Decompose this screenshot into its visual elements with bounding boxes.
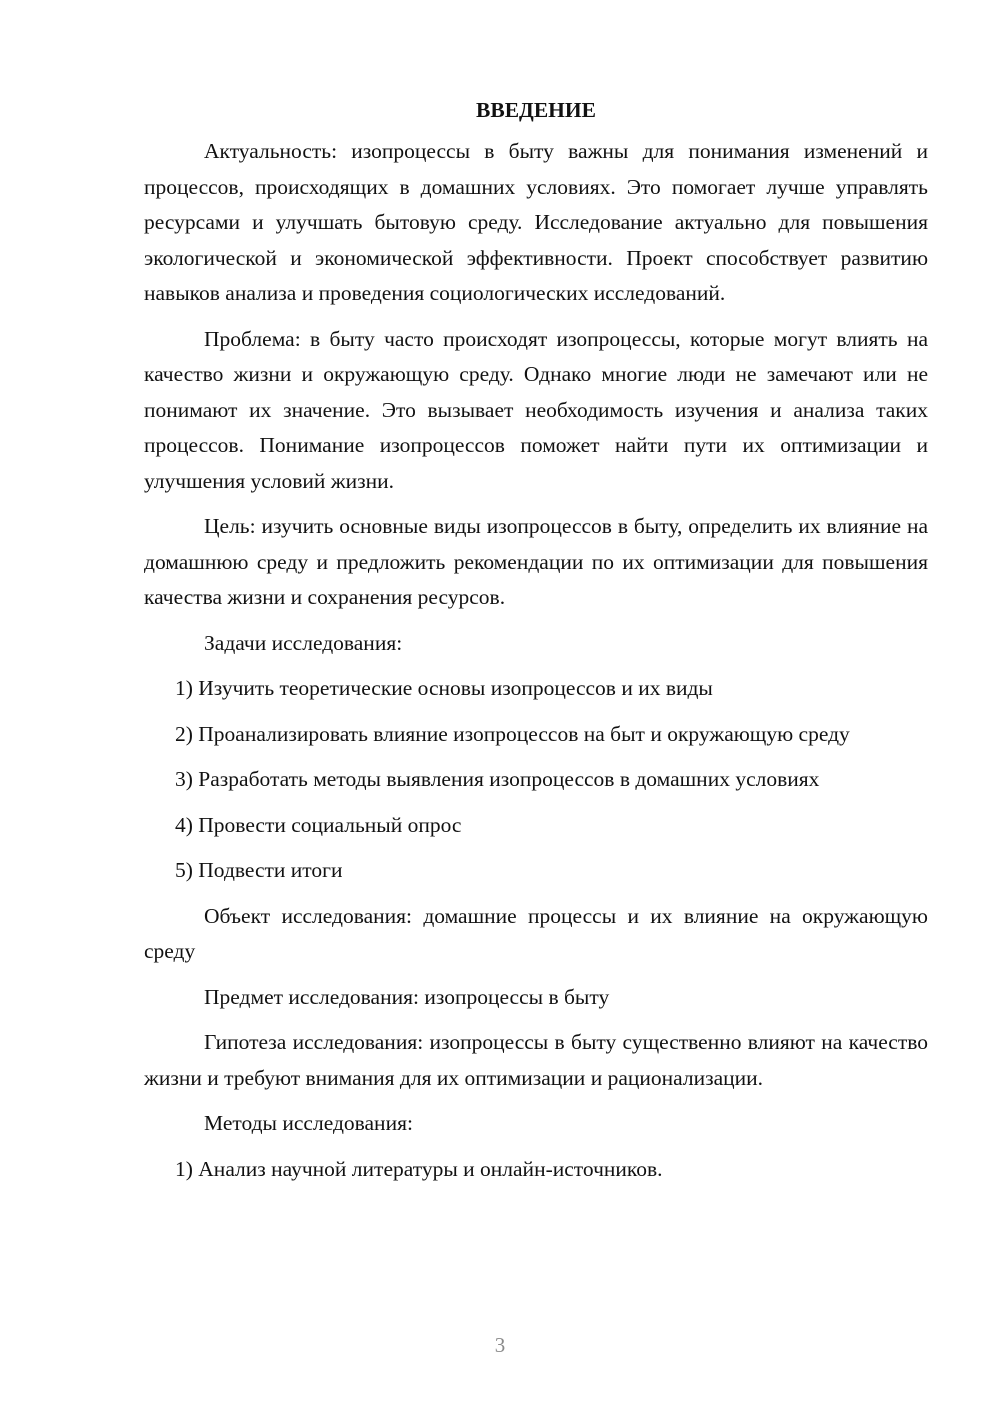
paragraph-goal: Цель: изучить основные виды изопроцессов в быту, определить их влияние на домашнюю среду и предложить рекомендации по их оптимизации для повышения качества жизни и сохранения ресурсов. bbox=[144, 514, 928, 609]
paragraph-problem: Проблема: в быту часто происходят изопроцессы, которые могут влиять на качество жизни и окружающую среду. Однако многие люди не замечают или не понимают их значение. Это вызывает необходимость изучения и анализа таких процессов. Понимание изопроцессов поможет найти пути их оптимизации и улучшения условий жизни. bbox=[144, 326, 928, 493]
paragraph-relevance: Актуальность: изопроцессы в быту важны для понимания изменений и процессов, происходящих в домашних условиях. Это помогает лучше управлять ресурсами и улучшать бытовую среду. Исследование актуально для повышения экологической и экономической эффективности. Проект способствует развитию навыков анализа и проведения социологических исследований. bbox=[144, 139, 928, 305]
task-item: 4) Провести социальный опрос bbox=[175, 812, 462, 837]
section-heading: ВВЕДЕНИЕ bbox=[476, 98, 596, 122]
paragraph-hypothesis: Гипотеза исследования: изопроцессы в быту существенно влияют на качество жизни и требуют внимания для их оптимизации и рационализации. bbox=[144, 1030, 928, 1090]
tasks-heading: Задачи исследования: bbox=[204, 630, 403, 655]
methods-heading: Методы исследования: bbox=[204, 1111, 413, 1135]
paragraph-subject: Предмет исследования: изопроцессы в быту bbox=[204, 984, 610, 1009]
paragraph-object: Объект исследования: домашние процессы и их влияние на окружающую среду bbox=[144, 903, 928, 963]
method-item: 1) Анализ научной литературы и онлайн-источников. bbox=[175, 1156, 663, 1181]
page-number: 3 bbox=[494, 1333, 506, 1357]
task-item: 3) Разработать методы выявления изопроцессов в домашних условиях bbox=[175, 767, 820, 791]
task-item: 5) Подвести итоги bbox=[175, 858, 343, 882]
task-item: 1) Изучить теоретические основы изопроцессов и их виды bbox=[175, 676, 713, 700]
task-item: 2) Проанализировать влияние изопроцессов на быт и окружающую среду bbox=[175, 721, 850, 746]
page-content bbox=[144, 95, 928, 1197]
